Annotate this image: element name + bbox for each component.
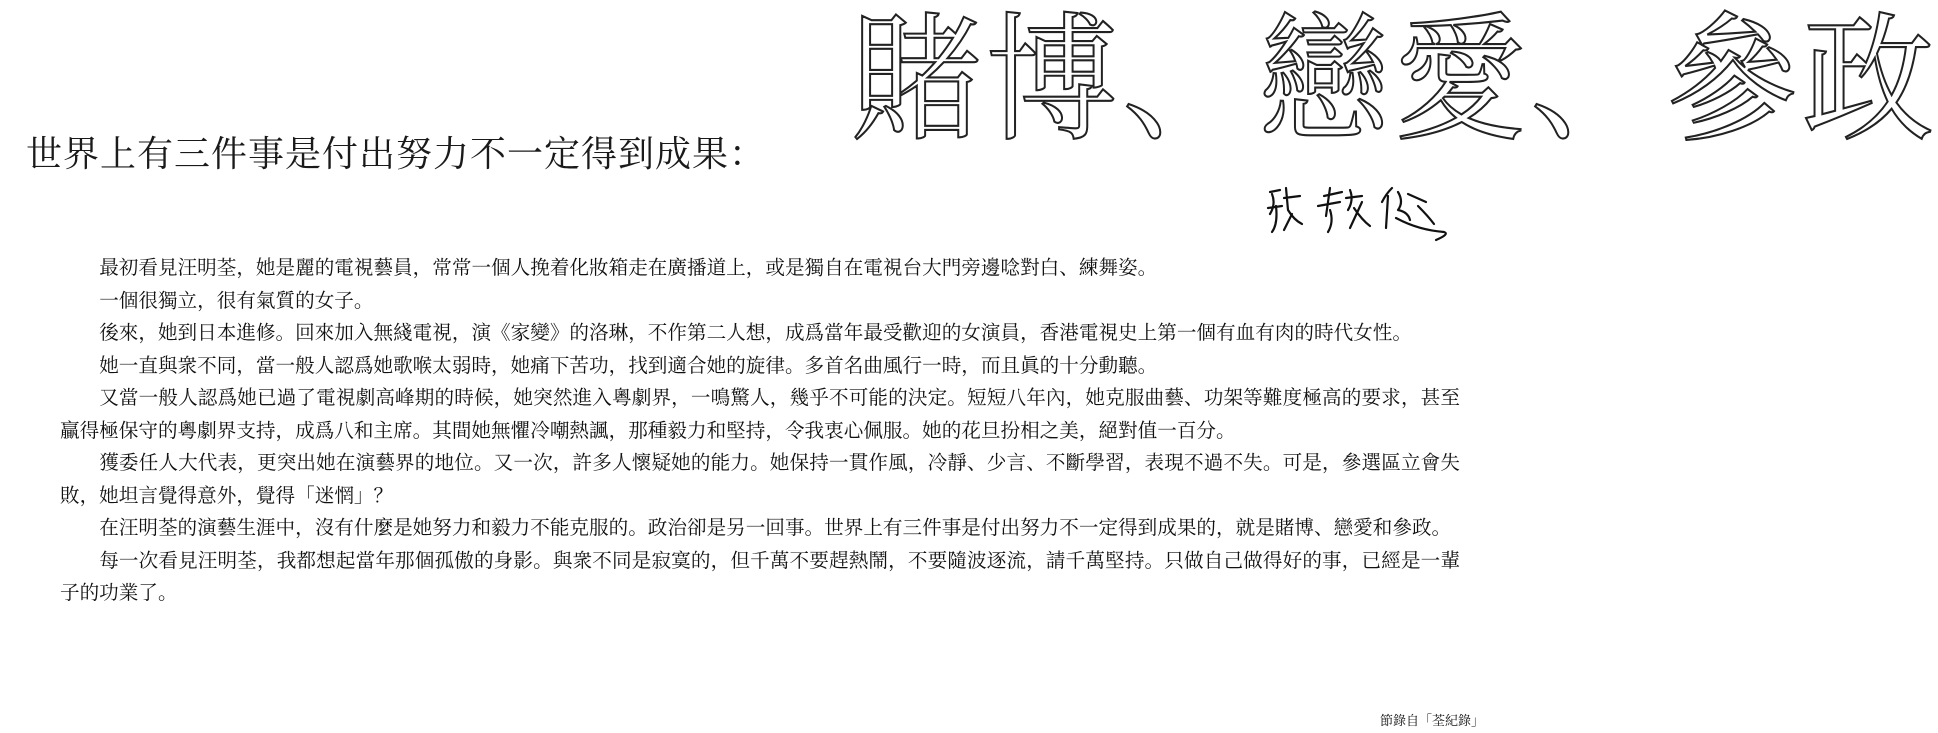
source-credit: 節錄自「荃紀錄」	[1379, 714, 1484, 729]
article-paragraph: 她一直與衆不同，當一般人認爲她歌喉太弱時，她痛下苦功，找到適合她的旋律。多首名曲風行一時，而且眞的十分動聽。	[99, 353, 1158, 377]
article-paragraph: 一個很獨立，很有氣質的女子。	[99, 288, 374, 312]
article-paragraph: 在汪明荃的演藝生涯中，沒有什麼是她努力和毅力不能克服的。政治卻是另一回事。世界上有三件事是付出努力不一定得到成果的，就是賭博、戀愛和參政。	[99, 516, 1452, 539]
article-paragraph: 後來，她到日本進修。回來加入無綫電視，演《家變》的洛琳，不作第二人想，成爲當年最受歡迎的女演員，香港電視史上第一個有血有肉的時代女性。	[99, 321, 1412, 344]
big-title: 賭博、戀愛、參政	[850, 0, 1938, 162]
article-paragraph: 最初看見汪明荃，她是麗的電視藝員，常常一個人挽着化妝箱走在廣播道上，或是獨自在電視台大門旁邊唸對白、練舞姿。	[99, 256, 1158, 279]
handwritten-signature	[1258, 180, 1458, 255]
article-body	[60, 252, 1460, 610]
article-paragraph: 每一次看見汪明荃，我都想起當年那個孤傲的身影。與衆不同是寂寞的，但千萬不要趕熱鬧，不要隨波逐流，請千萬堅持。只做自己做得好的事，已經是一輩子的功業了。	[60, 548, 1460, 604]
article-paragraph: 獲委任人大代表，更突出她在演藝界的地位。又一次，許多人懷疑她的能力。她保持一貫作風，冷靜、少言、不斷學習，表現不過不失。可是，參選區立會失敗，她坦言覺得意外，覺得「迷惘」？	[60, 451, 1460, 507]
article-paragraph: 又當一般人認爲她已過了電視劇高峰期的時候，她突然進入粵劇界，一鳴驚人，幾乎不可能的決定。短短八年內，她克服曲藝、功架等難度極高的要求，甚至贏得極保守的粵劇界支持，成爲八和主席。其間她無懼冷嘲熱諷，那種毅力和堅持，令我衷心佩服。她的花旦扮相之美，絕對值一百分。	[60, 386, 1460, 442]
headline: 世界上有三件事是付出努力不一定得到成果：	[26, 134, 767, 175]
